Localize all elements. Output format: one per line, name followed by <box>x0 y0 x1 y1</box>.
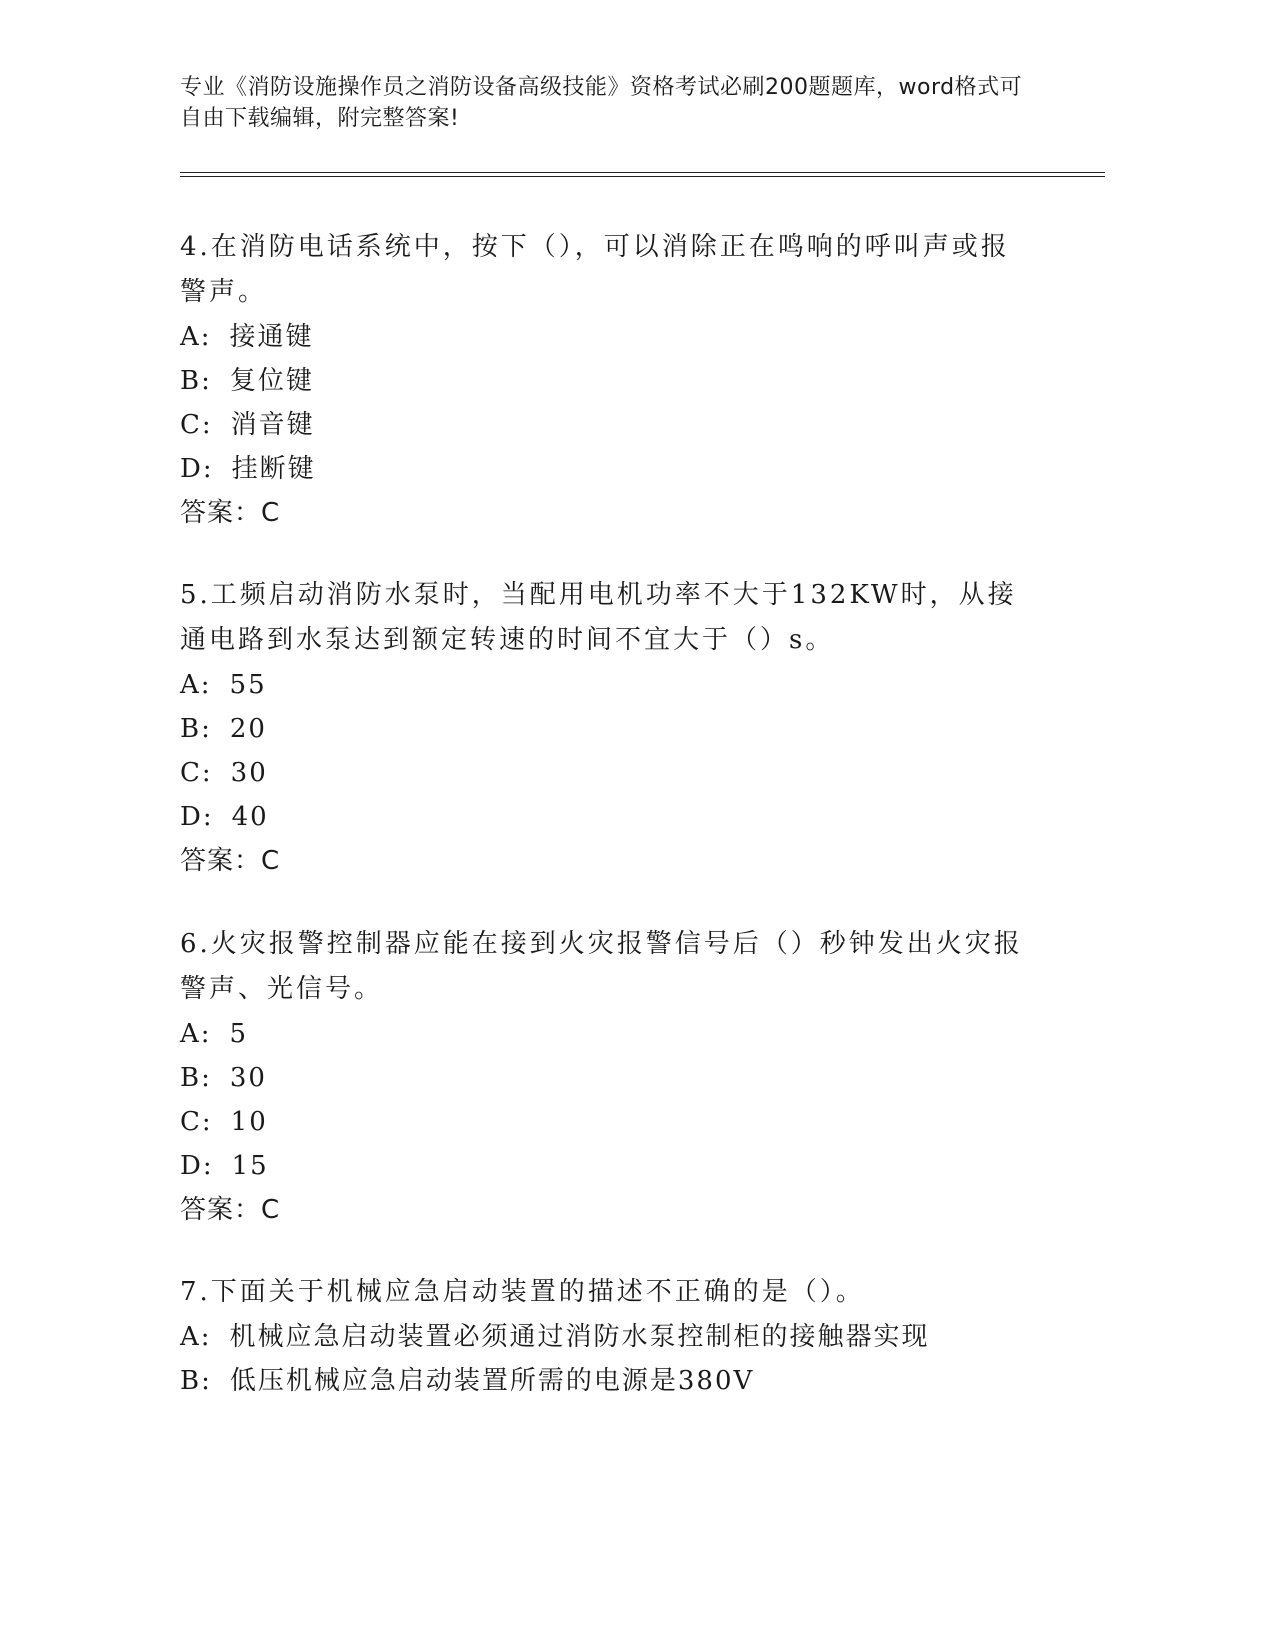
option-d <box>180 795 1030 839</box>
option-letter: A: <box>180 322 212 352</box>
option-text: 机械应急启动装置必须通过消防水泵控制柜的接触器实现 <box>229 1322 930 1352</box>
option-text: 30 <box>230 758 268 788</box>
option-letter: B: <box>180 1366 212 1396</box>
option-text: 55 <box>229 670 267 700</box>
option-a <box>180 1315 1030 1359</box>
option-c <box>180 1100 1030 1144</box>
option-d <box>180 447 1030 491</box>
question-5 <box>180 573 1030 883</box>
question-4 <box>180 225 1030 535</box>
question-stem: 4.在消防电话系统中，按下（），可以消除正在鸣响的呼叫声或报警声。 <box>180 232 1010 307</box>
option-a <box>180 663 1030 707</box>
option-text: 40 <box>231 802 269 832</box>
option-b <box>180 1359 1030 1403</box>
question-stem: 7.下面关于机械应急启动装置的描述不正确的是（）。 <box>180 1277 865 1307</box>
option-d <box>180 1144 1030 1188</box>
question-6 <box>180 922 1030 1232</box>
option-letter: B: <box>180 714 212 744</box>
option-text: 消音键 <box>230 410 315 440</box>
option-b <box>180 707 1030 751</box>
option-letter: C: <box>180 1107 213 1137</box>
option-text: 5 <box>229 1019 249 1049</box>
option-letter: A: <box>180 670 212 700</box>
option-text: 接通键 <box>229 322 314 352</box>
option-text: 挂断键 <box>231 454 316 484</box>
option-letter: C: <box>180 410 213 440</box>
option-letter: A: <box>180 1019 212 1049</box>
option-a <box>180 1012 1030 1056</box>
document-header: 专业《消防设施操作员之消防设备高级技能》资格考试必刷200题题库，word格式可自由下载编辑，附完整答案! <box>180 75 1023 131</box>
option-letter: B: <box>180 1063 212 1093</box>
option-letter: D: <box>180 454 214 484</box>
option-letter: C: <box>180 758 213 788</box>
option-b <box>180 359 1030 403</box>
answer-line: 答案：C <box>180 498 281 528</box>
option-letter: D: <box>180 1151 214 1181</box>
header-divider-top <box>180 172 1105 173</box>
option-c <box>180 403 1030 447</box>
question-7 <box>180 1270 1030 1403</box>
question-stem: 6.火灾报警控制器应能在接到火灾报警信号后（）秒钟发出火灾报警声、光信号。 <box>180 929 1023 1004</box>
header-divider-bottom <box>180 176 1105 177</box>
option-text: 10 <box>230 1107 268 1137</box>
option-a <box>180 315 1030 359</box>
option-text: 复位键 <box>229 366 314 396</box>
option-letter: B: <box>180 366 212 396</box>
option-text: 15 <box>231 1151 269 1181</box>
option-text: 20 <box>229 714 267 744</box>
option-letter: A: <box>180 1322 212 1352</box>
question-stem: 5.工频启动消防水泵时，当配用电机功率不大于132KW时，从接通电路到水泵达到额定转速的时间不宜大于（）s。 <box>180 580 1017 655</box>
answer-line: 答案：C <box>180 1195 281 1225</box>
option-text: 30 <box>229 1063 267 1093</box>
option-text: 低压机械应急启动装置所需的电源是380V <box>229 1366 755 1396</box>
option-b <box>180 1056 1030 1100</box>
option-letter: D: <box>180 802 214 832</box>
answer-line: 答案：C <box>180 846 281 876</box>
option-c <box>180 751 1030 795</box>
